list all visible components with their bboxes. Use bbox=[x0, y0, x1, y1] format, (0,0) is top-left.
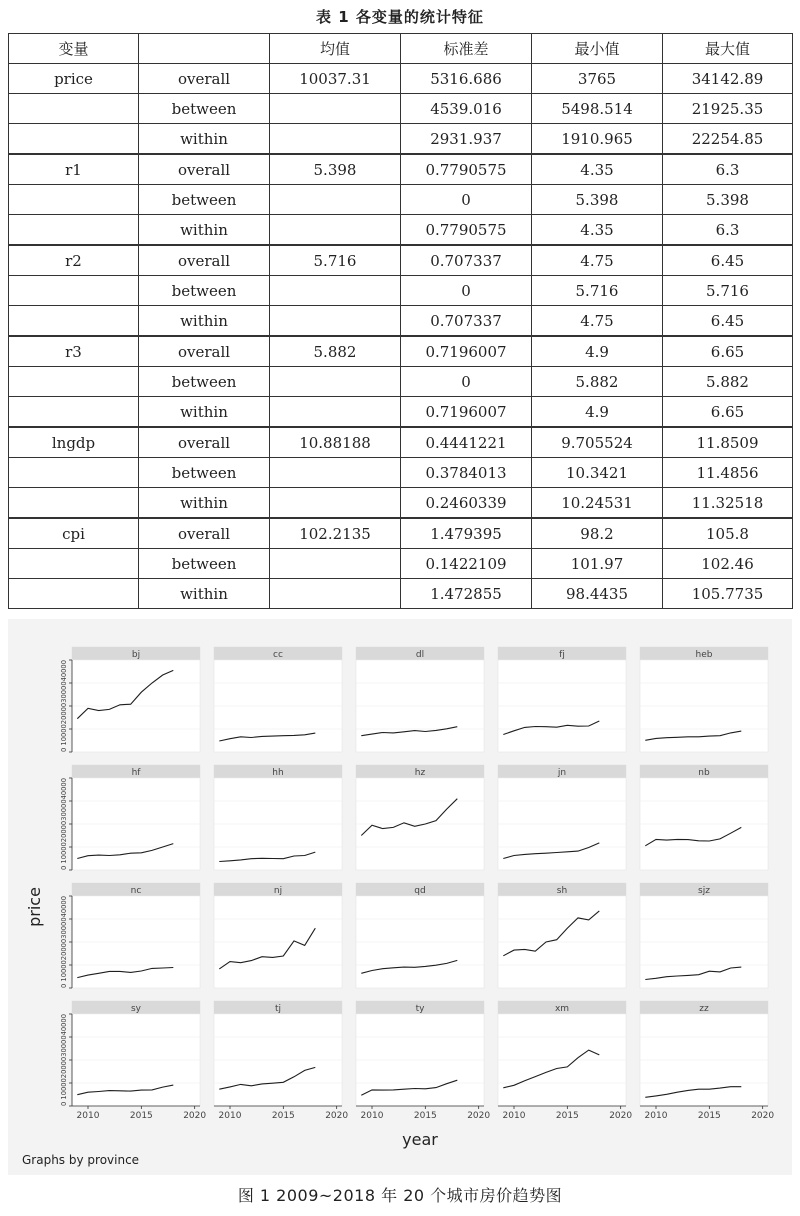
cell-min: 4.35 bbox=[532, 215, 663, 246]
cell-std: 4539.016 bbox=[401, 94, 532, 124]
table-row bbox=[9, 185, 793, 215]
x-tick-label: 2010 bbox=[218, 1111, 242, 1121]
x-tick-label: 2020 bbox=[609, 1111, 633, 1121]
cell-type: between bbox=[139, 549, 270, 579]
table-row bbox=[9, 549, 793, 579]
cell-variable bbox=[9, 124, 139, 155]
panel-frame bbox=[640, 883, 768, 988]
cell-max: 6.45 bbox=[663, 245, 793, 276]
cell-variable bbox=[9, 488, 139, 519]
cell-type: within bbox=[139, 306, 270, 337]
panel-frame bbox=[72, 647, 200, 752]
x-tick-label: 2010 bbox=[502, 1111, 526, 1121]
cell-min: 98.4435 bbox=[532, 579, 663, 609]
cell-max: 6.3 bbox=[663, 154, 793, 185]
cell-min: 101.97 bbox=[532, 549, 663, 579]
table-row bbox=[9, 94, 793, 124]
cell-std: 0 bbox=[401, 185, 532, 215]
cell-max: 6.65 bbox=[663, 397, 793, 428]
panel-frame bbox=[498, 883, 626, 988]
cell-type: between bbox=[139, 367, 270, 397]
panel-frame bbox=[498, 647, 626, 752]
cell-type: within bbox=[139, 488, 270, 519]
cell-std: 1.472855 bbox=[401, 579, 532, 609]
x-tick-label: 2015 bbox=[555, 1111, 579, 1121]
panel-title-zz: zz bbox=[699, 1004, 709, 1014]
cell-min: 5.716 bbox=[532, 276, 663, 306]
cell-variable bbox=[9, 458, 139, 488]
cell-min: 98.2 bbox=[532, 518, 663, 549]
cell-mean bbox=[270, 579, 401, 609]
y-tick-labels: 0 10000200003000040000 bbox=[59, 889, 68, 988]
x-tick-label: 2010 bbox=[644, 1111, 668, 1121]
cell-type: overall bbox=[139, 245, 270, 276]
panel-title-bj: bj bbox=[131, 650, 141, 660]
cell-mean bbox=[270, 276, 401, 306]
cell-min: 1910.965 bbox=[532, 124, 663, 155]
x-tick-label: 2015 bbox=[697, 1111, 721, 1121]
header-max: 最大值 bbox=[663, 34, 793, 64]
table-row bbox=[9, 245, 793, 276]
cell-type: overall bbox=[139, 154, 270, 185]
table-row bbox=[9, 154, 793, 185]
cell-min: 10.3421 bbox=[532, 458, 663, 488]
header-type bbox=[139, 34, 270, 64]
cell-max: 105.8 bbox=[663, 518, 793, 549]
cell-mean bbox=[270, 124, 401, 155]
panel-title-qd: qd bbox=[414, 886, 426, 896]
cell-min: 4.75 bbox=[532, 306, 663, 337]
panel-title-hh: hh bbox=[272, 768, 284, 778]
cell-variable bbox=[9, 185, 139, 215]
cell-variable bbox=[9, 276, 139, 306]
cell-mean bbox=[270, 397, 401, 428]
panel-title-sjz: sjz bbox=[698, 886, 710, 896]
x-tick-label: 2020 bbox=[325, 1111, 349, 1121]
y-tick-labels: 0 10000200003000040000 bbox=[59, 1007, 68, 1106]
cell-max: 22254.85 bbox=[663, 124, 793, 155]
cell-type: overall bbox=[139, 427, 270, 458]
graphs-by-note: Graphs by province bbox=[22, 1153, 140, 1167]
cell-min: 5.882 bbox=[532, 367, 663, 397]
panel-frame bbox=[356, 765, 484, 870]
cell-variable bbox=[9, 215, 139, 246]
cell-type: between bbox=[139, 458, 270, 488]
header-mean: 均值 bbox=[270, 34, 401, 64]
cell-type: between bbox=[139, 276, 270, 306]
panel-frame bbox=[498, 1001, 626, 1106]
cell-variable: r1 bbox=[9, 154, 139, 185]
cell-mean bbox=[270, 488, 401, 519]
header-min: 最小值 bbox=[532, 34, 663, 64]
table-row bbox=[9, 397, 793, 428]
cell-max: 6.45 bbox=[663, 306, 793, 337]
x-tick-label: 2010 bbox=[360, 1111, 384, 1121]
x-tick-label: 2015 bbox=[413, 1111, 437, 1121]
statistics-table bbox=[8, 33, 793, 609]
panel-title-hz: hz bbox=[414, 768, 426, 778]
cell-std: 0.7790575 bbox=[401, 154, 532, 185]
cell-mean bbox=[270, 549, 401, 579]
table-title: 表 1 各变量的统计特征 bbox=[316, 8, 484, 26]
y-tick-labels: 0 10000200003000040000 bbox=[59, 653, 68, 752]
panel-title-xm: xm bbox=[554, 1004, 570, 1014]
cell-max: 11.32518 bbox=[663, 488, 793, 519]
panel-title-jn: jn bbox=[557, 768, 567, 778]
cell-type: overall bbox=[139, 64, 270, 94]
cell-min: 4.35 bbox=[532, 154, 663, 185]
x-tick-label: 2020 bbox=[183, 1111, 207, 1121]
cell-max: 34142.89 bbox=[663, 64, 793, 94]
table-body bbox=[9, 64, 793, 609]
price-trend-chart bbox=[8, 619, 792, 1175]
panel-frame bbox=[214, 765, 342, 870]
cell-std: 0.3784013 bbox=[401, 458, 532, 488]
cell-variable: cpi bbox=[9, 518, 139, 549]
cell-mean bbox=[270, 367, 401, 397]
cell-variable bbox=[9, 306, 139, 337]
cell-type: within bbox=[139, 124, 270, 155]
cell-min: 10.24531 bbox=[532, 488, 663, 519]
header-std: 标准差 bbox=[401, 34, 532, 64]
cell-std: 2931.937 bbox=[401, 124, 532, 155]
panel-title-sy: sy bbox=[130, 1004, 142, 1014]
cell-min: 9.705524 bbox=[532, 427, 663, 458]
cell-std: 0 bbox=[401, 367, 532, 397]
cell-mean bbox=[270, 458, 401, 488]
cell-std: 0.1422109 bbox=[401, 549, 532, 579]
cell-type: within bbox=[139, 215, 270, 246]
figure-panel bbox=[8, 619, 792, 1175]
panel-title-cc: cc bbox=[273, 650, 283, 660]
cell-max: 11.8509 bbox=[663, 427, 793, 458]
table-row bbox=[9, 124, 793, 155]
x-tick-label: 2010 bbox=[76, 1111, 100, 1121]
panel-title-dl: dl bbox=[415, 650, 425, 660]
cell-variable bbox=[9, 397, 139, 428]
cell-max: 6.65 bbox=[663, 336, 793, 367]
cell-min: 5498.514 bbox=[532, 94, 663, 124]
cell-max: 11.4856 bbox=[663, 458, 793, 488]
cell-std: 0.7196007 bbox=[401, 397, 532, 428]
panel-title-tj: tj bbox=[274, 1004, 282, 1014]
cell-mean bbox=[270, 185, 401, 215]
table-row bbox=[9, 518, 793, 549]
cell-std: 1.479395 bbox=[401, 518, 532, 549]
cell-min: 4.75 bbox=[532, 245, 663, 276]
table-row bbox=[9, 488, 793, 519]
panel-title-nj: nj bbox=[273, 886, 283, 896]
cell-variable bbox=[9, 579, 139, 609]
x-tick-label: 2020 bbox=[751, 1111, 775, 1121]
cell-std: 0.4441221 bbox=[401, 427, 532, 458]
panel-frame bbox=[72, 765, 200, 870]
table-row bbox=[9, 427, 793, 458]
panel-frame bbox=[356, 647, 484, 752]
cell-max: 5.882 bbox=[663, 367, 793, 397]
x-tick-label: 2020 bbox=[467, 1111, 491, 1121]
cell-max: 5.398 bbox=[663, 185, 793, 215]
cell-std: 0.7196007 bbox=[401, 336, 532, 367]
cell-type: overall bbox=[139, 336, 270, 367]
cell-max: 5.716 bbox=[663, 276, 793, 306]
table-row bbox=[9, 306, 793, 337]
cell-max: 105.7735 bbox=[663, 579, 793, 609]
panel-frame bbox=[214, 1001, 342, 1106]
cell-std: 5316.686 bbox=[401, 64, 532, 94]
cell-mean bbox=[270, 94, 401, 124]
panel-title-nc: nc bbox=[130, 886, 142, 896]
panel-title-sh: sh bbox=[556, 886, 568, 896]
cell-mean: 10037.31 bbox=[270, 64, 401, 94]
cell-type: between bbox=[139, 185, 270, 215]
cell-max: 21925.35 bbox=[663, 94, 793, 124]
y-tick-labels: 0 10000200003000040000 bbox=[59, 771, 68, 870]
panel-title-fj: fj bbox=[559, 650, 565, 660]
cell-mean: 5.882 bbox=[270, 336, 401, 367]
table-row bbox=[9, 367, 793, 397]
x-tick-label: 2015 bbox=[271, 1111, 295, 1121]
table-row bbox=[9, 64, 793, 94]
cell-std: 0 bbox=[401, 276, 532, 306]
table-row bbox=[9, 579, 793, 609]
figure-caption: 图 1 2009~2018 年 20 个城市房价趋势图 bbox=[237, 1186, 563, 1205]
cell-variable: r3 bbox=[9, 336, 139, 367]
x-tick-label: 2015 bbox=[129, 1111, 153, 1121]
cell-std: 0.7790575 bbox=[401, 215, 532, 246]
y-axis-title: price bbox=[25, 887, 44, 927]
cell-mean bbox=[270, 215, 401, 246]
table-header-row bbox=[9, 34, 793, 64]
panel-frame bbox=[640, 1001, 768, 1106]
cell-variable bbox=[9, 94, 139, 124]
header-variable: 变量 bbox=[9, 34, 139, 64]
panel-frame bbox=[214, 883, 342, 988]
cell-type: between bbox=[139, 94, 270, 124]
cell-mean: 5.716 bbox=[270, 245, 401, 276]
cell-type: within bbox=[139, 579, 270, 609]
x-axis-title: year bbox=[402, 1130, 438, 1149]
panel-title-ty: ty bbox=[415, 1004, 425, 1014]
cell-max: 6.3 bbox=[663, 215, 793, 246]
cell-variable bbox=[9, 367, 139, 397]
cell-min: 4.9 bbox=[532, 397, 663, 428]
cell-type: overall bbox=[139, 518, 270, 549]
panel-title-nb: nb bbox=[698, 768, 710, 778]
panel-title-heb: heb bbox=[695, 650, 713, 660]
cell-std: 0.2460339 bbox=[401, 488, 532, 519]
cell-variable: lngdp bbox=[9, 427, 139, 458]
table-row bbox=[9, 215, 793, 246]
cell-std: 0.707337 bbox=[401, 306, 532, 337]
cell-variable bbox=[9, 549, 139, 579]
cell-max: 102.46 bbox=[663, 549, 793, 579]
cell-variable: price bbox=[9, 64, 139, 94]
table-row bbox=[9, 336, 793, 367]
cell-min: 4.9 bbox=[532, 336, 663, 367]
table-row bbox=[9, 458, 793, 488]
cell-variable: r2 bbox=[9, 245, 139, 276]
panel-title-hf: hf bbox=[131, 768, 141, 778]
cell-mean: 102.2135 bbox=[270, 518, 401, 549]
cell-mean: 10.88188 bbox=[270, 427, 401, 458]
panel-frame bbox=[356, 883, 484, 988]
cell-min: 5.398 bbox=[532, 185, 663, 215]
cell-min: 3765 bbox=[532, 64, 663, 94]
table-row bbox=[9, 276, 793, 306]
panel-frame bbox=[640, 765, 768, 870]
cell-type: within bbox=[139, 397, 270, 428]
cell-std: 0.707337 bbox=[401, 245, 532, 276]
cell-mean: 5.398 bbox=[270, 154, 401, 185]
cell-mean bbox=[270, 306, 401, 337]
panel-frame bbox=[498, 765, 626, 870]
